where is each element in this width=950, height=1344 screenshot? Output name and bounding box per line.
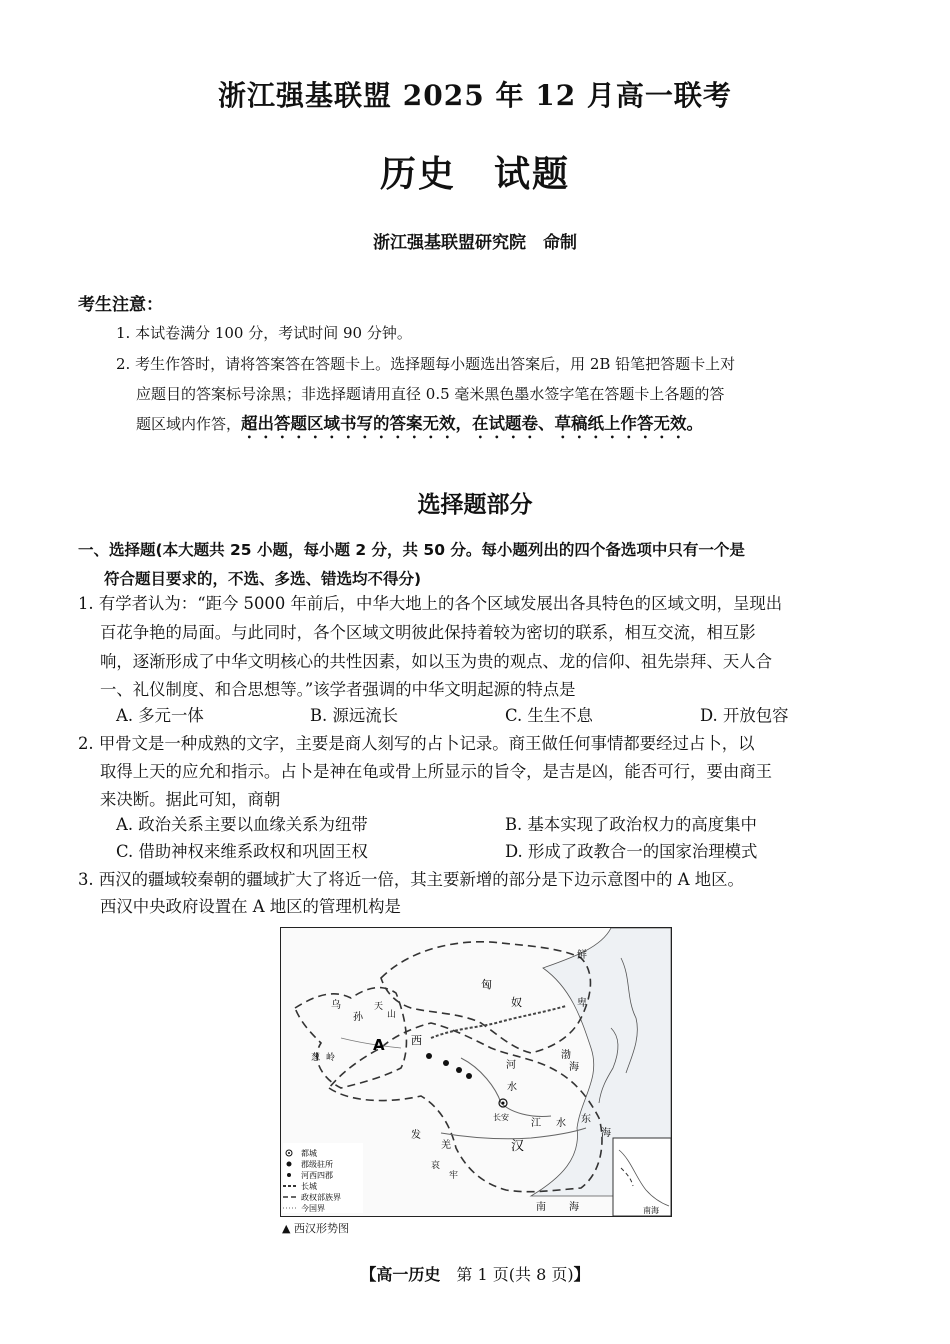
notice-item-2-prefix: 题区域内作答， (136, 415, 242, 433)
map-label-qiang: 羌 (441, 1140, 451, 1151)
legend-hexi-commanderies: 河西四郡 (301, 1171, 333, 1180)
page-footer (0, 1262, 950, 1285)
map-label-xianbei-2: 卑 (577, 998, 587, 1009)
question-1-option-a: A. 多元一体 (116, 706, 204, 725)
map-label-jiang: 江 (531, 1118, 541, 1129)
map-label-changan: 长安 (493, 1113, 509, 1122)
notice-item-2-line-2: 应题目的答案标号涂黑；非选择题请用直径 0.5 毫米黑色墨水签字笔在答题卡上各题的答 (136, 385, 725, 403)
question-3-line-2: 西汉中央政府设置在 A 地区的管理机构是 (100, 897, 401, 916)
question-3-line-1: 3. 西汉的疆域较秦朝的疆域扩大了将近一倍，其主要新增的部分是下边示意图中的 A 地区。 (78, 870, 744, 889)
map-label-fa: 发 (411, 1130, 421, 1141)
map-label-nan: 南 (536, 1202, 546, 1213)
legend-regime-boundary: 政权部族界 (301, 1193, 341, 1202)
exam-title: 浙江强基联盟 2025 年 12 月高一联考 (218, 79, 732, 112)
question-1-line-1: 1. 有学者认为：“距今 5000 年前后，中华大地上的各个区域发展出各具特色的区域文明，呈现出 (78, 594, 783, 613)
map-label-xiongnu-1: 匈 (481, 978, 492, 991)
question-1-option-b: B. 源远流长 (310, 706, 399, 725)
question-2-line-2: 取得上天的应允和指示。占卜是神在龟或骨上所显示的旨令，是吉是凶，能否可行，要由商王 (100, 762, 773, 781)
map-label-hai: 海 (601, 1128, 611, 1139)
notice-item-2-line-3 (136, 414, 703, 442)
question-2-line-1: 2. 甲骨文是一种成熟的文字，主要是商人刻写的占卜记录。商王做任何事情都要经过占卜，以 (78, 734, 755, 753)
map-label-ling: 岭 (326, 1053, 336, 1063)
map-label-shui: 水 (507, 1082, 517, 1093)
question-1-option-d: D. 开放包容 (700, 706, 789, 725)
map-label-hai-2: 海 (569, 1202, 579, 1213)
legend-national-border: 今国界 (301, 1204, 325, 1213)
map-label-wu: 乌 (331, 1000, 341, 1011)
legend-great-wall: 长城 (301, 1182, 317, 1191)
legend-commandery-seat: 郡级驻所 (301, 1160, 333, 1169)
map-label-tian: 天 (374, 1002, 384, 1012)
map-label-dong: 东 (581, 1114, 591, 1125)
footer-subject: 高一历史 (376, 1265, 441, 1284)
map-label-he: 河 (506, 1060, 516, 1071)
map-label-xiongnu-2: 奴 (511, 996, 522, 1009)
section-title: 选择题部分 (417, 492, 533, 518)
question-1-line-4: 一、礼仪制度、和合思想等。”该学者强调的中华文明起源的特点是 (100, 680, 576, 699)
map-label-bohai-1: 渤 (561, 1050, 571, 1061)
question-1-line-3: 响，逐渐形成了中华文明核心的共性因素，如以玉为贵的观点、龙的信仰、祖先崇拜、天人合 (100, 652, 773, 671)
map-label-ai: 哀 (431, 1161, 441, 1171)
subject-title: 历史 试题 (379, 153, 570, 195)
notice-item-2-line-1: 2. 考生作答时，请将答案答在答题卡上。选择题每小题选出答案后，用 2B 铅笔把答题卡上对 (116, 355, 736, 373)
map-label-sun: 孙 (353, 1012, 363, 1023)
question-1-line-2: 百花争艳的局面。与此同时，各个区域文明彼此保持着较为密切的联系，相互交流，相互影 (100, 623, 756, 642)
map-label-bohai-2: 海 (569, 1062, 579, 1073)
map-label-xi: 西 (411, 1034, 422, 1047)
map-label-xianbei-1: 鲜 (577, 950, 587, 961)
question-2-option-a: A. 政治关系主要以血缘关系为纽带 (116, 815, 368, 834)
map-label-shan: 山 (387, 1010, 397, 1020)
footer-bracket-open: 【 (360, 1265, 377, 1284)
map-label-a: A (373, 1036, 385, 1054)
footer-page-number: 第 1 页(共 8 页) (456, 1265, 574, 1284)
map-label-lao: 牢 (449, 1171, 459, 1181)
map-graphic (281, 928, 671, 1216)
footer-bracket-close: 】 (573, 1265, 590, 1284)
notice-emphasis: 超出答题区域书写的答案无效，在试题卷、草稿纸上作答无效。 (241, 414, 704, 433)
map-label-cong: 葱 (311, 1053, 321, 1063)
question-2-option-b: B. 基本实现了政治权力的高度集中 (505, 815, 757, 834)
part-heading-line-1: 一、选择题(本大题共 25 小题，每小题 2 分，共 50 分。每小题列出的四个备选项中只有一个是 (78, 541, 745, 559)
question-1-option-c: C. 生生不息 (505, 706, 593, 725)
question-2-option-d: D. 形成了政教合一的国家治理模式 (505, 842, 758, 861)
notice-heading: 考生注意： (78, 295, 163, 315)
map-label-nanhai-inset: 南海 (643, 1206, 659, 1215)
part-heading-line-2: 符合题目要求的，不选、多选、错选均不得分) (104, 570, 422, 588)
map-label-han: 汉 (511, 1139, 525, 1154)
map-caption: ▲ 西汉形势图 (282, 1222, 349, 1235)
map-label-shui-2: 水 (556, 1118, 566, 1129)
legend-capital: 都城 (301, 1149, 317, 1158)
question-2-line-3: 来决断。据此可知，商朝 (100, 790, 281, 809)
western-han-map (280, 927, 672, 1217)
question-2-option-c: C. 借助神权来维系政权和巩固王权 (116, 842, 368, 861)
notice-item-1: 1. 本试卷满分 100 分，考试时间 90 分钟。 (116, 324, 412, 342)
issuer-line: 浙江强基联盟研究院 命制 (373, 233, 577, 253)
